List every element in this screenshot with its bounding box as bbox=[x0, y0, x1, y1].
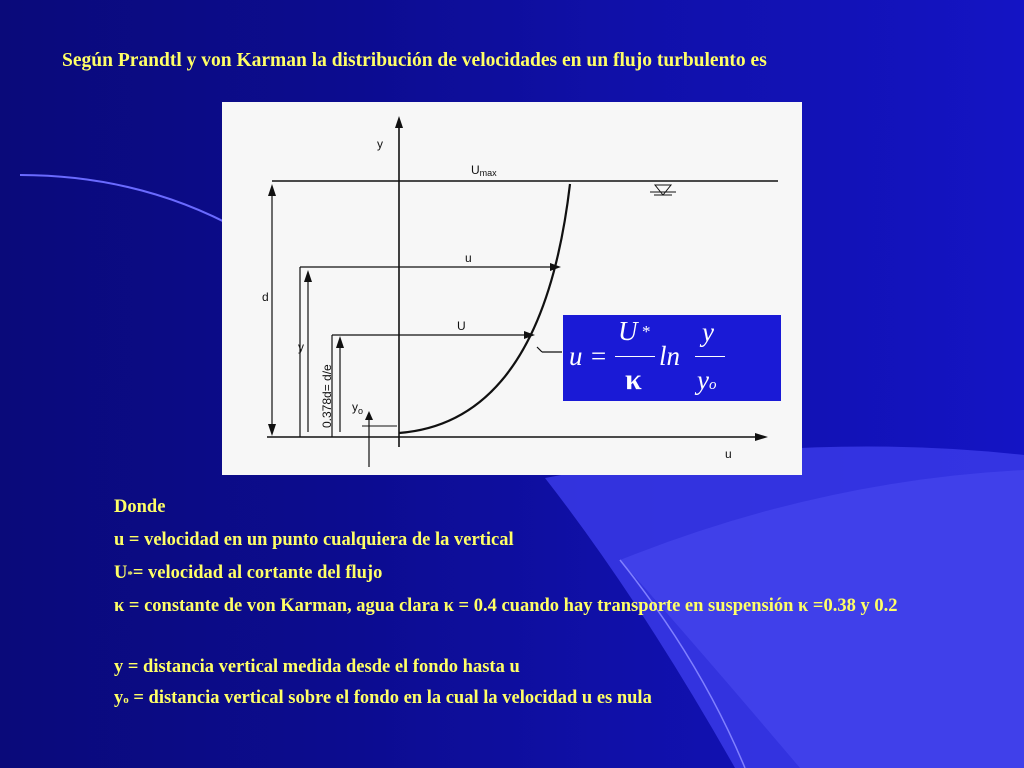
formula-kappa: κ bbox=[625, 363, 642, 396]
U-arrow-label: U bbox=[457, 319, 466, 333]
definition-y0: yo = distancia vertical sobre el fondo en la cual la velocidad u es nula bbox=[114, 688, 652, 708]
log-law-formula bbox=[563, 315, 781, 401]
depth-ratio-label: 0.378d= d/e bbox=[320, 364, 334, 428]
u-arrow-label: u bbox=[465, 251, 472, 265]
velocity-profile-curve bbox=[399, 184, 570, 433]
definition-y: y = distancia vertical medida desde el fondo hasta u bbox=[114, 657, 520, 677]
y0-label: $y_o$ bbox=[352, 400, 364, 416]
definitions-heading: Donde bbox=[114, 497, 166, 517]
y-dim-label: y bbox=[298, 340, 304, 354]
y-axis-arrow bbox=[395, 116, 403, 128]
d-label: d bbox=[262, 290, 269, 304]
u-axis-arrow bbox=[755, 433, 768, 441]
definition-ustar: U*= velocidad al cortante del flujo bbox=[114, 563, 383, 583]
velocity-profile-diagram bbox=[222, 102, 802, 475]
formula-lhs: u = bbox=[569, 341, 608, 371]
formula-star: * bbox=[642, 322, 651, 341]
formula-y0: yo bbox=[697, 365, 717, 395]
formula-numerator: U bbox=[618, 316, 638, 346]
definition-kappa: κ = constante de von Karman, agua clara κ = 0.4 cuando hay transporte en suspensión κ =0.38 y 0.2 bbox=[114, 596, 898, 616]
definition-u: u = velocidad en un punto cualquiera de la vertical bbox=[114, 530, 514, 550]
fraction-bar-2 bbox=[695, 356, 725, 357]
water-level-symbol bbox=[650, 185, 676, 195]
formula-ln: ln bbox=[659, 341, 681, 371]
umax-label: Umax bbox=[471, 163, 497, 178]
fraction-bar-1 bbox=[615, 356, 655, 357]
formula-y: y bbox=[702, 317, 714, 347]
u-axis-label: u bbox=[725, 447, 732, 461]
y-axis-label: y bbox=[377, 137, 383, 151]
slide-title: Según Prandtl y von Karman la distribución de velocidades en un flujo turbulento es bbox=[62, 50, 767, 71]
